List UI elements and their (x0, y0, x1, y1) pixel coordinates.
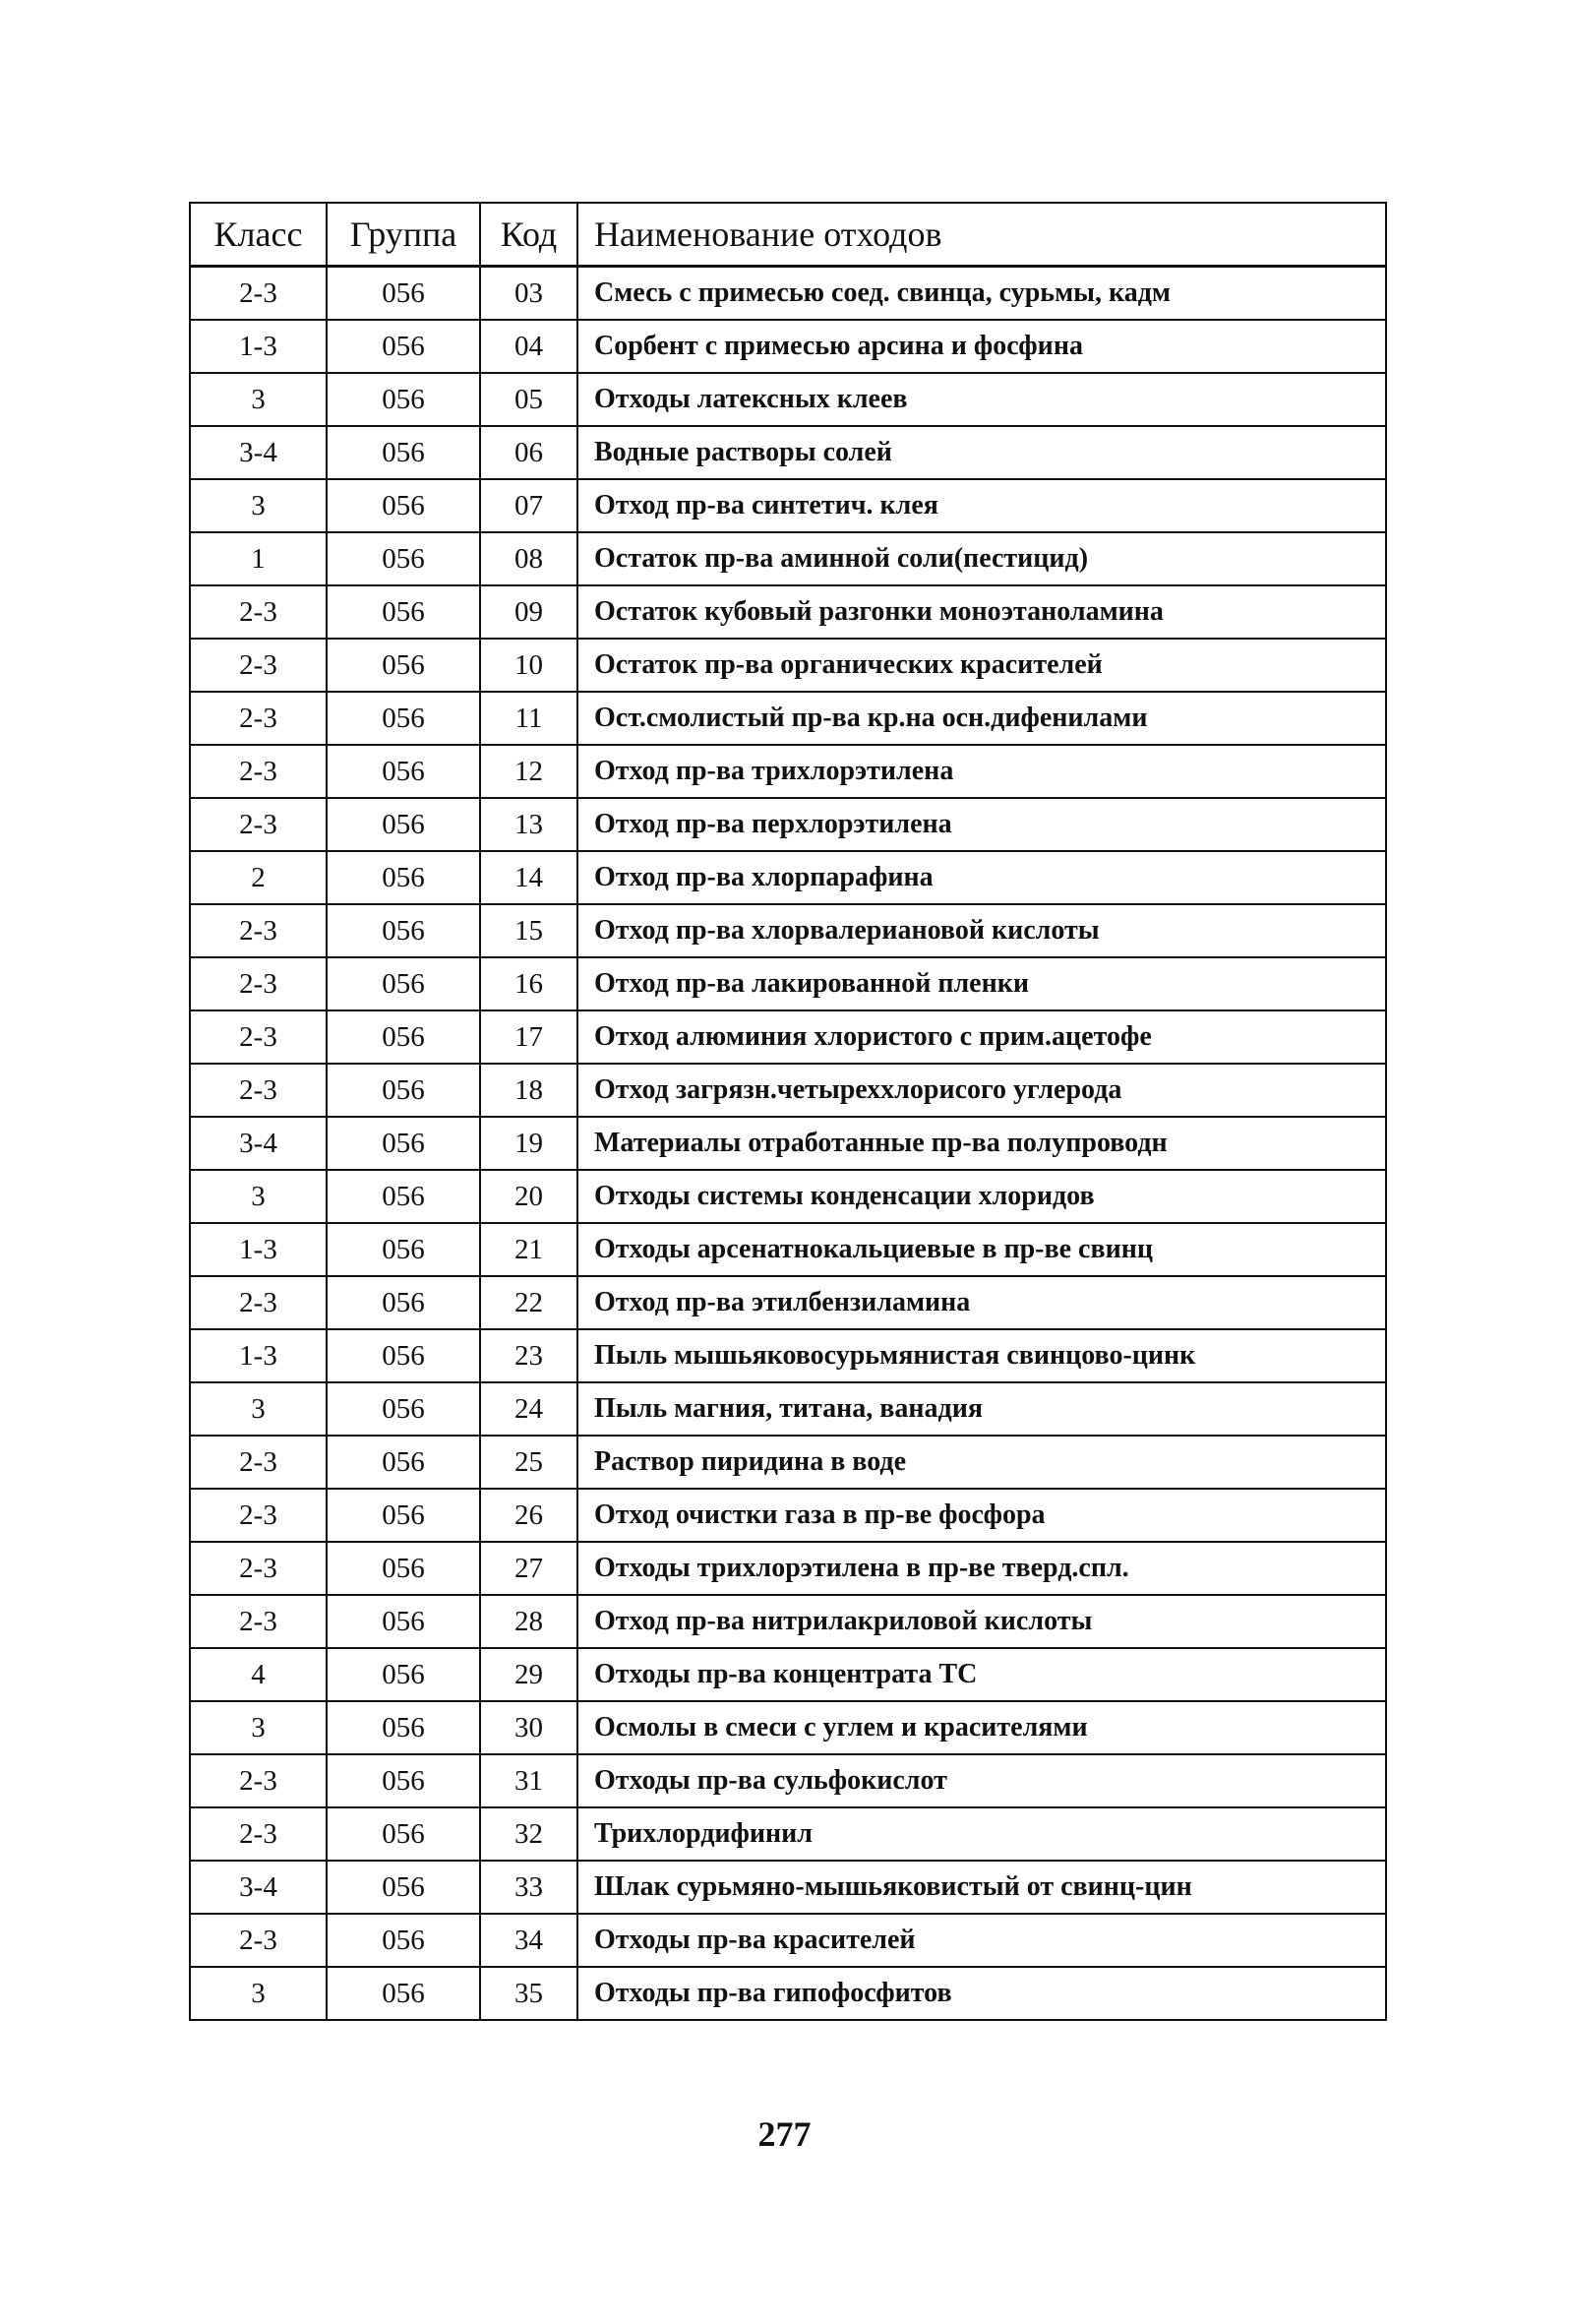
cell-waste-name: Раствор пиридина в воде (577, 1436, 1386, 1489)
cell-code: 14 (480, 851, 577, 904)
cell-class: 2-3 (190, 1010, 327, 1064)
cell-waste-name: Отход пр-ва хлорпарафина (577, 851, 1386, 904)
cell-code: 11 (480, 692, 577, 745)
table-row (190, 1436, 1386, 1489)
cell-waste-name: Отходы латексных клеев (577, 373, 1386, 426)
cell-waste-name: Сорбент с примесью арсина и фосфина (577, 320, 1386, 373)
cell-group: 056 (327, 1914, 480, 1967)
table-row (190, 1754, 1386, 1807)
cell-class: 3 (190, 1170, 327, 1223)
table-row (190, 1542, 1386, 1595)
table-row (190, 1701, 1386, 1754)
cell-group: 056 (327, 1382, 480, 1436)
cell-waste-name: Отход пр-ва этилбензиламина (577, 1276, 1386, 1329)
cell-waste-name: Ост.смолистый пр-ва кр.на осн.дифенилами (577, 692, 1386, 745)
cell-class: 2-3 (190, 1754, 327, 1807)
cell-waste-name: Остаток пр-ва аминной соли(пестицид) (577, 532, 1386, 585)
cell-code: 10 (480, 639, 577, 692)
table-row (190, 267, 1386, 321)
cell-group: 056 (327, 1329, 480, 1382)
cell-group: 056 (327, 1648, 480, 1701)
cell-class: 2-3 (190, 957, 327, 1010)
cell-waste-name: Отходы пр-ва концентрата ТС (577, 1648, 1386, 1701)
cell-class: 2-3 (190, 1436, 327, 1489)
cell-group: 056 (327, 1861, 480, 1914)
table-row (190, 1010, 1386, 1064)
cell-class: 2 (190, 851, 327, 904)
table-row (190, 1382, 1386, 1436)
table-row (190, 1489, 1386, 1542)
cell-waste-name: Отходы пр-ва сульфокислот (577, 1754, 1386, 1807)
cell-class: 1-3 (190, 1329, 327, 1382)
cell-code: 16 (480, 957, 577, 1010)
cell-group: 056 (327, 1117, 480, 1170)
cell-code: 19 (480, 1117, 577, 1170)
cell-waste-name: Отходы арсенатнокальциевые в пр-ве свинц (577, 1223, 1386, 1276)
cell-waste-name: Отход очистки газа в пр-ве фосфора (577, 1489, 1386, 1542)
table-row (190, 745, 1386, 798)
cell-class: 3 (190, 479, 327, 532)
cell-waste-name: Отход загрязн.четыреххлорисого углерода (577, 1064, 1386, 1117)
cell-class: 2-3 (190, 1276, 327, 1329)
cell-class: 2-3 (190, 639, 327, 692)
table-row (190, 1329, 1386, 1382)
cell-group: 056 (327, 532, 480, 585)
cell-class: 2-3 (190, 1542, 327, 1595)
cell-code: 20 (480, 1170, 577, 1223)
cell-group: 056 (327, 851, 480, 904)
table-row (190, 692, 1386, 745)
cell-group: 056 (327, 1807, 480, 1861)
cell-class: 2-3 (190, 1595, 327, 1648)
cell-class: 2-3 (190, 1489, 327, 1542)
cell-waste-name: Отход пр-ва синтетич. клея (577, 479, 1386, 532)
cell-group: 056 (327, 479, 480, 532)
cell-class: 3 (190, 373, 327, 426)
table-row (190, 957, 1386, 1010)
cell-waste-name: Шлак сурьмяно-мышьяковистый от свинц-цин (577, 1861, 1386, 1914)
cell-waste-name: Отходы трихлорэтилена в пр-ве тверд.спл. (577, 1542, 1386, 1595)
cell-waste-name: Осмолы в смеси с углем и красителями (577, 1701, 1386, 1754)
table-row (190, 798, 1386, 851)
cell-code: 07 (480, 479, 577, 532)
cell-group: 056 (327, 585, 480, 639)
cell-code: 21 (480, 1223, 577, 1276)
cell-group: 056 (327, 1542, 480, 1595)
cell-waste-name: Водные растворы солей (577, 426, 1386, 479)
cell-waste-name: Материалы отработанные пр-ва полупроводн (577, 1117, 1386, 1170)
table-row (190, 1170, 1386, 1223)
cell-group: 056 (327, 798, 480, 851)
cell-group: 056 (327, 320, 480, 373)
cell-code: 17 (480, 1010, 577, 1064)
table-row (190, 426, 1386, 479)
cell-waste-name: Отход пр-ва лакированной пленки (577, 957, 1386, 1010)
cell-class: 3-4 (190, 1861, 327, 1914)
cell-waste-name: Трихлордифинил (577, 1807, 1386, 1861)
table-row (190, 373, 1386, 426)
cell-class: 3-4 (190, 1117, 327, 1170)
cell-code: 25 (480, 1436, 577, 1489)
cell-group: 056 (327, 904, 480, 957)
table-row (190, 1967, 1386, 2020)
cell-group: 056 (327, 1754, 480, 1807)
cell-class: 2-3 (190, 1807, 327, 1861)
header-class: Класс (190, 203, 327, 267)
cell-waste-name: Отходы системы конденсации хлоридов (577, 1170, 1386, 1223)
cell-code: 08 (480, 532, 577, 585)
cell-group: 056 (327, 1489, 480, 1542)
cell-code: 31 (480, 1754, 577, 1807)
cell-group: 056 (327, 267, 480, 321)
cell-code: 15 (480, 904, 577, 957)
cell-group: 056 (327, 1276, 480, 1329)
cell-class: 3-4 (190, 426, 327, 479)
cell-code: 32 (480, 1807, 577, 1861)
cell-class: 3 (190, 1967, 327, 2020)
cell-code: 18 (480, 1064, 577, 1117)
cell-class: 2-3 (190, 1064, 327, 1117)
cell-code: 03 (480, 267, 577, 321)
cell-class: 2-3 (190, 267, 327, 321)
cell-class: 1 (190, 532, 327, 585)
cell-waste-name: Отход пр-ва хлорвалериановой кислоты (577, 904, 1386, 957)
header-waste-name: Наименование отходов (577, 203, 1386, 267)
cell-class: 2-3 (190, 745, 327, 798)
table-row (190, 479, 1386, 532)
cell-group: 056 (327, 639, 480, 692)
cell-waste-name: Пыль мышьяковосурьмянистая свинцово-цинк (577, 1329, 1386, 1382)
table-row (190, 585, 1386, 639)
cell-code: 13 (480, 798, 577, 851)
cell-code: 23 (480, 1329, 577, 1382)
cell-code: 27 (480, 1542, 577, 1595)
cell-waste-name: Остаток пр-ва органических красителей (577, 639, 1386, 692)
table-row (190, 1807, 1386, 1861)
cell-class: 2-3 (190, 798, 327, 851)
cell-class: 1-3 (190, 320, 327, 373)
cell-waste-name: Пыль магния, титана, ванадия (577, 1382, 1386, 1436)
cell-code: 26 (480, 1489, 577, 1542)
cell-waste-name: Отход пр-ва нитрилакриловой кислоты (577, 1595, 1386, 1648)
cell-waste-name: Отход алюминия хлористого с прим.ацетофе (577, 1010, 1386, 1064)
cell-class: 3 (190, 1701, 327, 1754)
cell-code: 30 (480, 1701, 577, 1754)
cell-code: 35 (480, 1967, 577, 2020)
cell-group: 056 (327, 1967, 480, 2020)
cell-group: 056 (327, 957, 480, 1010)
table-row (190, 851, 1386, 904)
cell-code: 34 (480, 1914, 577, 1967)
cell-group: 056 (327, 426, 480, 479)
cell-group: 056 (327, 1701, 480, 1754)
table-row (190, 1064, 1386, 1117)
cell-class: 2-3 (190, 904, 327, 957)
cell-code: 33 (480, 1861, 577, 1914)
cell-code: 29 (480, 1648, 577, 1701)
cell-class: 1-3 (190, 1223, 327, 1276)
table-row (190, 639, 1386, 692)
cell-group: 056 (327, 1170, 480, 1223)
cell-code: 09 (480, 585, 577, 639)
header-code: Код (480, 203, 577, 267)
table-row (190, 904, 1386, 957)
cell-class: 2-3 (190, 692, 327, 745)
cell-code: 24 (480, 1382, 577, 1436)
cell-class: 2-3 (190, 585, 327, 639)
cell-waste-name: Смесь с примесью соед. свинца, сурьмы, кадм (577, 267, 1386, 321)
cell-code: 06 (480, 426, 577, 479)
table-row (190, 1914, 1386, 1967)
table-row (190, 1861, 1386, 1914)
cell-group: 056 (327, 1436, 480, 1489)
cell-waste-name: Отходы пр-ва красителей (577, 1914, 1386, 1967)
cell-group: 056 (327, 1595, 480, 1648)
cell-waste-name: Остаток кубовый разгонки моноэтаноламина (577, 585, 1386, 639)
cell-group: 056 (327, 1223, 480, 1276)
cell-group: 056 (327, 1064, 480, 1117)
table-row (190, 532, 1386, 585)
cell-code: 05 (480, 373, 577, 426)
cell-code: 28 (480, 1595, 577, 1648)
cell-waste-name: Отход пр-ва перхлорэтилена (577, 798, 1386, 851)
table-row (190, 1223, 1386, 1276)
cell-class: 4 (190, 1648, 327, 1701)
table-row (190, 1117, 1386, 1170)
cell-code: 22 (480, 1276, 577, 1329)
waste-classification-table (189, 202, 1387, 2021)
cell-class: 2-3 (190, 1914, 327, 1967)
cell-group: 056 (327, 692, 480, 745)
header-group: Группа (327, 203, 480, 267)
table-body (190, 267, 1386, 2021)
cell-waste-name: Отходы пр-ва гипофосфитов (577, 1967, 1386, 2020)
cell-class: 3 (190, 1382, 327, 1436)
page-number: 277 (757, 2114, 812, 2154)
cell-waste-name: Отход пр-ва трихлорэтилена (577, 745, 1386, 798)
cell-group: 056 (327, 1010, 480, 1064)
table-header-row (190, 203, 1386, 267)
cell-group: 056 (327, 373, 480, 426)
cell-code: 12 (480, 745, 577, 798)
table-row (190, 1595, 1386, 1648)
table-row (190, 320, 1386, 373)
table-row (190, 1648, 1386, 1701)
cell-code: 04 (480, 320, 577, 373)
cell-group: 056 (327, 745, 480, 798)
table-row (190, 1276, 1386, 1329)
